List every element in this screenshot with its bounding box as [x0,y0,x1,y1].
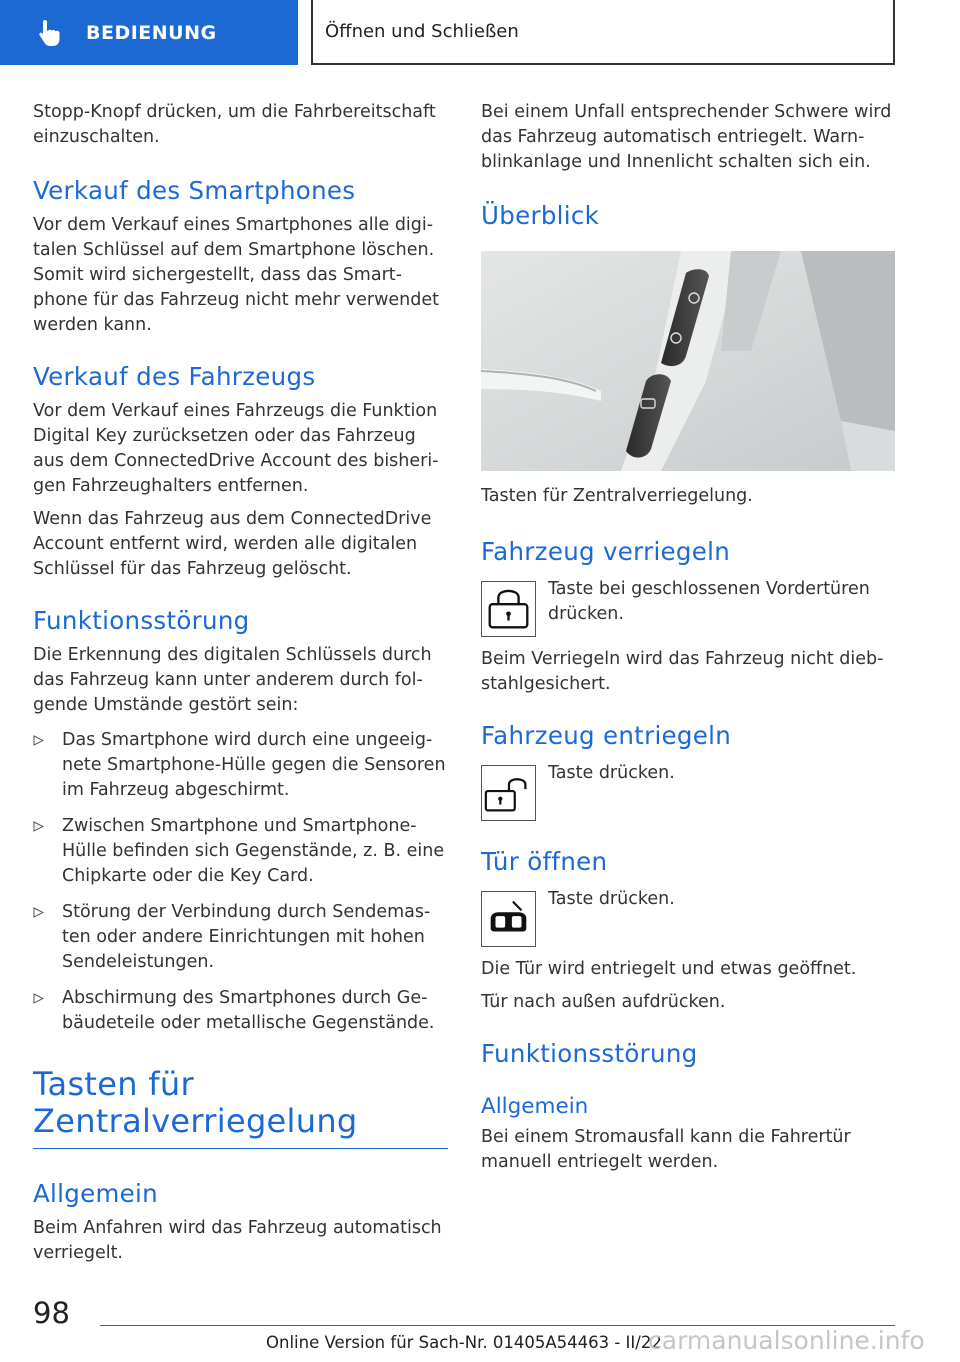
malfunction-right-text: Bei einem Stromausfall kann die Fahrertür manuell entriegelt werden. [481,1127,851,1172]
heading-malfunction-right: Funktionsstörung [481,1039,698,1068]
heading-lock: Fahrzeug verriegeln [481,537,731,566]
heading-general: Allgemein [33,1179,158,1208]
lock-open-icon [481,765,536,821]
unlock-text: Taste drücken. [548,763,675,783]
unlock-row [481,765,895,821]
list-item: Abschirmung des Smartphones durch Gebäudeteile oder metallische Gegenstände. [33,986,448,1036]
list-item: Zwischen Smartphone und Smartphone-Hülle befinden sich Gegenstände, z. B. eine Chipkarte oder die Key Card. [33,814,448,889]
sell-car-text: Vor dem Verkauf eines Fahrzeugs die Funktion Digital Key zurücksetzen oder das Fahrzeug aus dem ConnectedDrive Account des bisherigen Fahrzeughalters entfernen. [33,401,439,496]
door-text: Taste drücken. [548,889,675,909]
lock-row [481,581,895,637]
watermark: carmanualsonline.info [648,1326,925,1355]
hand-touch-icon [36,18,66,48]
heading-central-locking: Tasten für Zentralverriegelung [33,1065,358,1140]
chapter-title: Öffnen und Schließen [325,21,519,42]
photo-caption: Tasten für Zentralverriegelung. [481,486,753,506]
heading-sell-phone: Verkauf des Smartphones [33,176,356,205]
bullet-triangle-icon [33,821,44,832]
heading-door: Tür öffnen [481,847,608,876]
sell-phone-text: Vor dem Verkauf eines Smartphones alle digitalen Schlüssel auf dem Smartphone löschen. Somit wird sichergestellt, dass das Smartphone für das Fahrzeug nicht mehr verwendet werden kann. [33,215,440,335]
heading-rule [33,1148,448,1149]
heading-overview: Überblick [481,201,600,230]
door-text-3: Tür nach außen aufdrücken. [481,992,726,1012]
lock-note: Beim Verriegeln wird das Fahrzeug nicht diebstahlgesichert. [481,649,884,694]
bullet-triangle-icon [33,993,44,1004]
right-column [481,100,895,1175]
heading-malfunction: Funktionsstörung [33,606,250,635]
malfunction-text: Die Erkennung des digitalen Schlüssels durch das Fahrzeug kann unter anderem durch folgende Umstände gestört sein: [33,645,432,715]
intro-text: Stopp-Knopf drücken, um die Fahrbereitschaft einzuschalten. [33,102,436,147]
footer-version: Online Version für Sach-Nr. 01405A54463 - II/22 [266,1333,662,1352]
door-text-2: Die Tür wird entriegelt und etwas geöffnet. [481,959,857,979]
heading-unlock: Fahrzeug entriegeln [481,721,732,750]
accident-text: Bei einem Unfall entsprechender Schwere wird das Fahrzeug automatisch entriegelt. Warnblinkanlage und Innenlicht schalten sich ein. [481,102,892,172]
section-title: BEDIENUNG [86,21,217,44]
bullet-triangle-icon [33,735,44,746]
lock-closed-icon [481,581,536,637]
central-locking-photo [481,251,895,471]
list-item: Das Smartphone wird durch eine ungeeignete Smartphone-Hülle gegen die Sensoren im Fahrzeug abgeschirmt. [33,728,448,803]
page-number: 98 [33,1296,70,1330]
chapter-tab [311,0,895,65]
section-tab [0,0,298,65]
left-column [33,100,448,1266]
sell-car-text-2: Wenn das Fahrzeug aus dem ConnectedDrive Account entfernt wird, werden alle digitalen Schlüssel für das Fahrzeug gelöscht. [33,509,432,579]
heading-general-right: Allgemein [481,1094,589,1119]
list-item: Störung der Verbindung durch Sendemasten oder andere Einrichtungen mit hohen Sendeleistungen. [33,900,448,975]
car-door-open-icon [481,891,536,947]
lock-text: Taste bei geschlossenen Vordertüren drücken. [548,579,870,624]
malfunction-list [33,728,448,1036]
general-text: Beim Anfahren wird das Fahrzeug automatisch verriegelt. [33,1218,442,1263]
bullet-triangle-icon [33,907,44,918]
door-row [481,891,895,947]
heading-sell-car: Verkauf des Fahrzeugs [33,362,316,391]
